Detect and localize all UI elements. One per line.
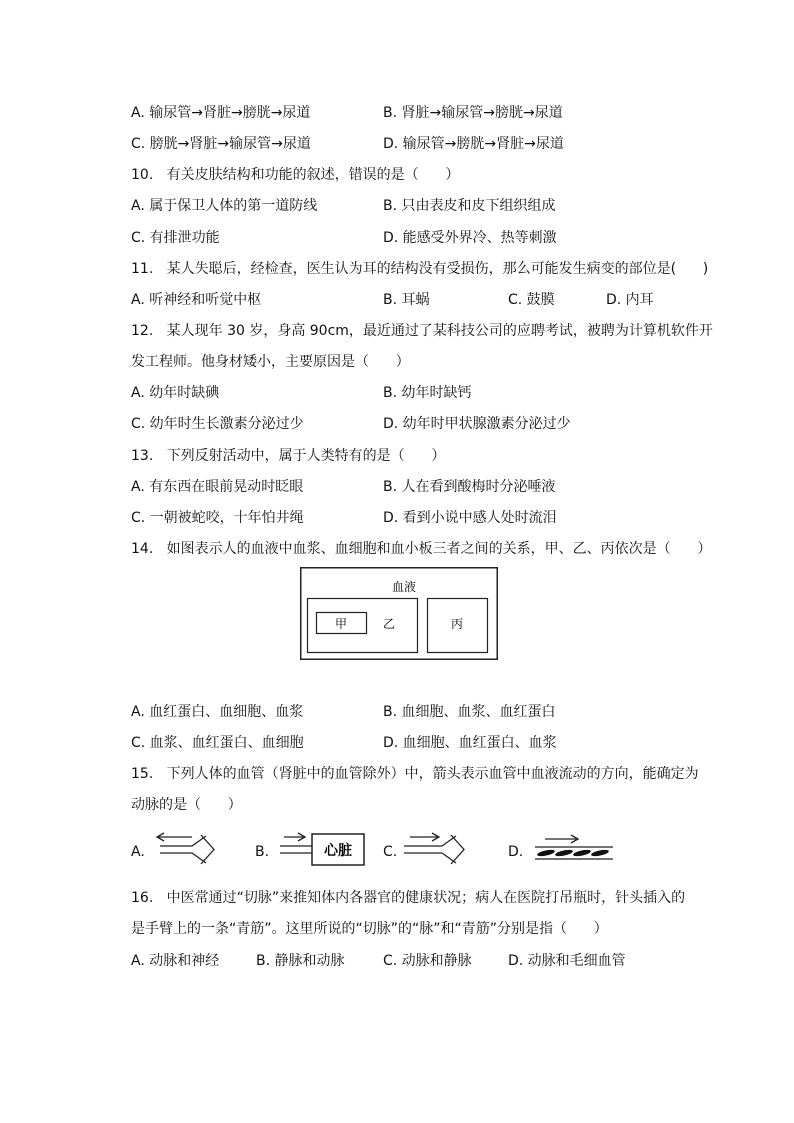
jia-label: 甲 (334, 617, 348, 631)
vessel-branch (451, 835, 464, 864)
q13-option-c: C. 一朝被蛇咬，十年怕井绳 (131, 510, 304, 526)
q15-stem-line2: 动脉的是（ ） (131, 797, 242, 813)
q16-option-c: C. 动脉和静脉 (383, 953, 472, 969)
vessel-branch (201, 835, 214, 864)
q15-stem-line1: 15. 下列人体的血管（肾脏中的血管除外）中，箭头表示血管中血液流动的方向，能确定为 (131, 766, 699, 782)
q16-option-b: B. 静脉和动脉 (256, 953, 345, 969)
blood-cells-icon (537, 849, 610, 858)
q14-option-a: A. 血红蛋白、血细胞、血浆 (131, 704, 304, 720)
q11-option-a: A. 听神经和听觉中枢 (131, 292, 262, 308)
q14-option-c: C. 血浆、血红蛋白、血细胞 (131, 735, 304, 751)
q10-option-c: C. 有排泄功能 (131, 230, 220, 246)
q14-option-d: D. 血细胞、血红蛋白、血浆 (383, 735, 557, 751)
q16-option-d: D. 动脉和毛细血管 (508, 953, 626, 969)
q12-option-d: D. 幼年时甲状腺激素分泌过少 (383, 416, 571, 432)
q12-option-b: B. 幼年时缺钙 (383, 385, 472, 401)
vessel-c-figure (402, 830, 468, 870)
q16-stem-line1: 16. 中医常通过“切脉”来推知体内各器官的健康状况；病人在医院打吊瓶时，针头插入的 (131, 890, 686, 906)
q9-option-c: C. 膀胱→肾脏→输尿管→尿道 (131, 136, 311, 152)
vessel-b-figure (278, 830, 368, 870)
q9-option-a: A. 输尿管→肾脏→膀胱→尿道 (131, 105, 311, 121)
q13-stem: 13. 下列反射活动中，属于人类特有的是（ ） (131, 448, 446, 464)
vessel-wall-bottom (404, 853, 456, 863)
q10-stem: 10. 有关皮肤结构和功能的叙述，错误的是（ ） (131, 167, 460, 183)
heart-label: 心脏 (324, 843, 352, 859)
q12-stem-line2: 发工程师。他身材矮小，主要原因是（ ） (131, 354, 410, 370)
q11-option-c: C. 鼓膜 (508, 292, 555, 308)
q11-stem: 11. 某人失聪后，经检查，医生认为耳的结构没有受损伤，那么可能发生病变的部位是( ) (131, 261, 709, 277)
q15-option-d: D. (508, 844, 524, 860)
q10-option-d: D. 能感受外界冷、热等刺激 (383, 230, 557, 246)
q15-option-c: C. (383, 844, 398, 860)
q10-option-b: B. 只由表皮和皮下组织组成 (383, 198, 556, 214)
q11-option-d: D. 内耳 (606, 292, 654, 308)
blood-label: 血液 (391, 580, 417, 594)
q13-option-d: D. 看到小说中感人处时流泪 (383, 510, 557, 526)
q15-option-b: B. (255, 844, 270, 860)
bing-label: 丙 (450, 617, 464, 631)
q9-option-b: B. 肾脏→输尿管→膀胱→尿道 (383, 105, 563, 121)
q14-stem: 14. 如图表示人的血液中血浆、血细胞和血小板三者之间的关系，甲、乙、丙依次是（ ） (131, 541, 712, 557)
vessel-wall-bottom (160, 853, 206, 863)
q13-option-a: A. 有东西在眼前晃动时眨眼 (131, 479, 304, 495)
q13-option-b: B. 人在看到酸梅时分泌唾液 (383, 479, 556, 495)
q14-option-b: B. 血细胞、血浆、血红蛋白 (383, 704, 556, 720)
yi-label: 乙 (382, 617, 396, 631)
q12-option-c: C. 幼年时生长激素分泌过少 (131, 416, 304, 432)
blood-composition-diagram (300, 567, 498, 660)
q12-stem-line1: 12. 某人现年 30 岁，身高 90cm，最近通过了某科技公司的应聘考试，被聘为计算机软件开 (131, 323, 713, 339)
q9-option-d: D. 输尿管→膀胱→肾脏→尿道 (383, 136, 564, 152)
vessel-d-figure (531, 830, 617, 870)
q16-option-a: A. 动脉和神经 (131, 953, 220, 969)
q16-stem-line2: 是手臂上的一条“青筋”。这里所说的“切脉”的“脉”和“青筋”分别是指（ ） (131, 921, 608, 937)
q15-option-a: A. (131, 844, 145, 860)
q11-option-b: B. 耳蜗 (383, 292, 430, 308)
vessel-a-figure (152, 830, 218, 870)
q10-option-a: A. 属于保卫人体的第一道防线 (131, 198, 318, 214)
q12-option-a: A. 幼年时缺碘 (131, 385, 220, 401)
